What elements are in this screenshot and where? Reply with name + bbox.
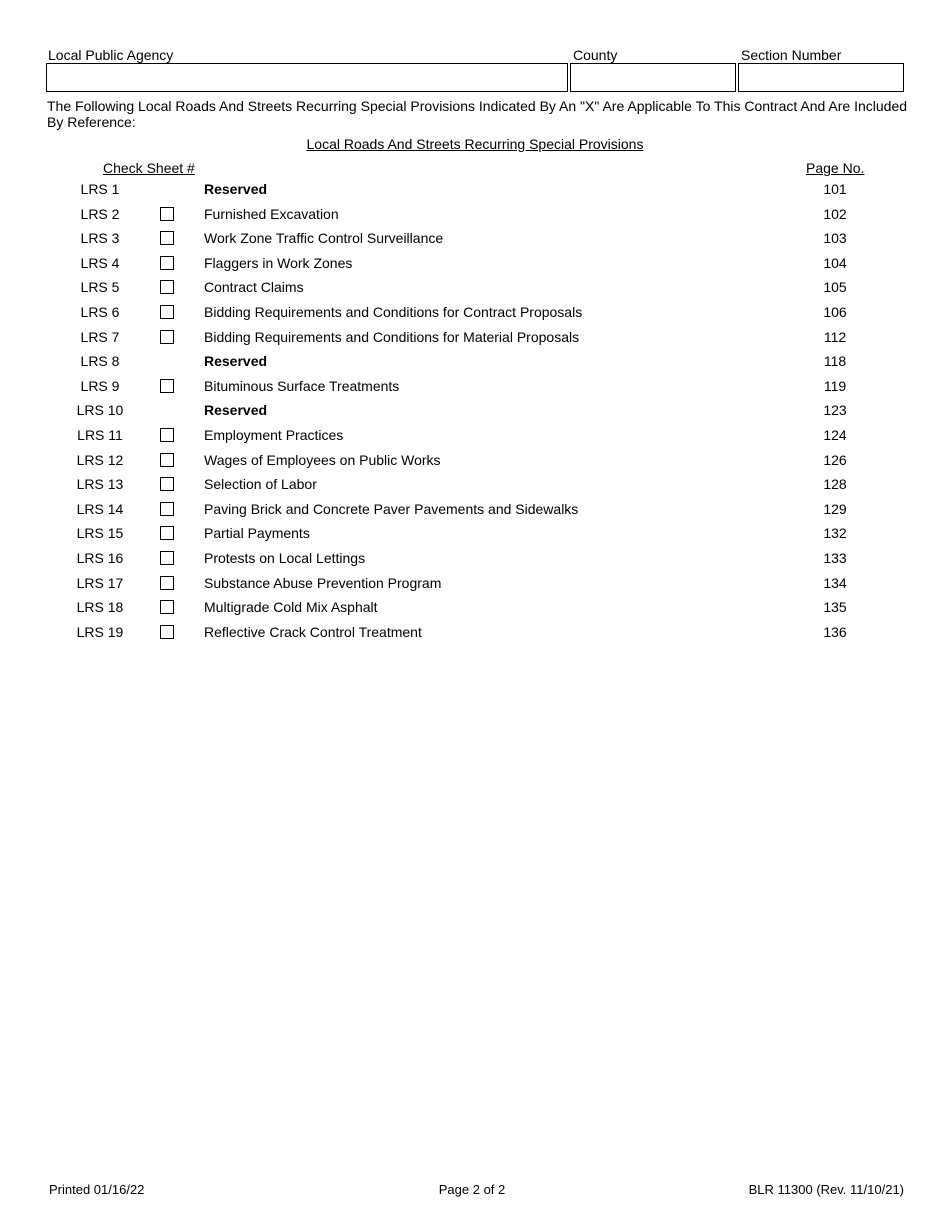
provision-checkbox[interactable] bbox=[160, 256, 174, 270]
section-number-label: Section Number bbox=[741, 47, 842, 63]
provision-title: Multigrade Cold Mix Asphalt bbox=[204, 599, 378, 616]
provision-row bbox=[0, 253, 950, 277]
provision-page-number: 129 bbox=[823, 500, 847, 517]
provision-title: Partial Payments bbox=[204, 525, 310, 542]
provision-code: LRS 13 bbox=[76, 476, 124, 493]
provision-page-number: 132 bbox=[823, 525, 847, 542]
provision-title: Paving Brick and Concrete Paver Pavements and Sidewalks bbox=[204, 500, 579, 517]
provision-checkbox[interactable] bbox=[160, 231, 174, 245]
provision-checkbox[interactable] bbox=[160, 379, 174, 393]
provision-page-number: 135 bbox=[823, 599, 847, 616]
provision-code: LRS 19 bbox=[76, 623, 124, 640]
agency-field[interactable] bbox=[46, 63, 568, 92]
provision-row bbox=[0, 277, 950, 301]
provision-code: LRS 8 bbox=[80, 353, 120, 370]
provision-row bbox=[0, 597, 950, 621]
provision-title: Reserved bbox=[204, 181, 268, 197]
provision-checkbox[interactable] bbox=[160, 576, 174, 590]
provision-checkbox[interactable] bbox=[160, 428, 174, 442]
provision-row bbox=[0, 228, 950, 252]
provision-code: LRS 16 bbox=[76, 550, 124, 566]
provision-row bbox=[0, 425, 950, 449]
provision-page-number: 124 bbox=[823, 427, 847, 443]
provision-row bbox=[0, 302, 950, 326]
provision-row bbox=[0, 376, 950, 400]
provision-checkbox[interactable] bbox=[160, 502, 174, 516]
provision-title: Reserved bbox=[204, 353, 268, 370]
provision-page-number: 102 bbox=[823, 205, 847, 222]
provision-code: LRS 11 bbox=[77, 427, 123, 443]
provision-title: Furnished Excavation bbox=[204, 205, 339, 222]
provision-row bbox=[0, 622, 950, 646]
provision-code: LRS 4 bbox=[80, 254, 120, 271]
provision-code: LRS 15 bbox=[76, 525, 124, 542]
provision-checkbox[interactable] bbox=[160, 330, 174, 344]
provision-title: Bidding Requirements and Conditions for Material Proposals bbox=[204, 328, 580, 345]
check-sheet-header: Check Sheet # bbox=[103, 160, 195, 176]
provision-page-number: 128 bbox=[823, 476, 847, 493]
provision-page-number: 134 bbox=[823, 574, 847, 591]
provision-row bbox=[0, 400, 950, 424]
provision-page-number: 104 bbox=[823, 254, 847, 271]
provision-title: Flaggers in Work Zones bbox=[204, 254, 353, 271]
provision-code: LRS 3 bbox=[80, 230, 120, 247]
provision-page-number: 103 bbox=[823, 230, 847, 247]
provision-page-number: 118 bbox=[823, 353, 847, 370]
provision-title: Bituminous Surface Treatments bbox=[204, 377, 400, 394]
county-label: County bbox=[573, 47, 618, 63]
provision-code: LRS 5 bbox=[80, 279, 120, 296]
provision-checkbox[interactable] bbox=[160, 280, 174, 294]
provision-row bbox=[0, 474, 950, 498]
section-title-text: Local Roads And Streets Recurring Special Provisions bbox=[306, 136, 644, 152]
provision-row bbox=[0, 351, 950, 375]
provision-page-number: 123 bbox=[823, 402, 847, 419]
provision-row bbox=[0, 548, 950, 572]
provision-code: LRS 1 bbox=[80, 181, 120, 197]
provision-row bbox=[0, 327, 950, 351]
provision-title: Employment Practices bbox=[204, 427, 344, 443]
provision-row bbox=[0, 573, 950, 597]
provision-page-number: 126 bbox=[823, 451, 847, 468]
provision-checkbox[interactable] bbox=[160, 551, 174, 565]
section-number-field[interactable] bbox=[738, 63, 904, 92]
provision-page-number: 101 bbox=[823, 181, 847, 197]
section-title bbox=[0, 136, 950, 152]
provision-code: LRS 7 bbox=[80, 328, 120, 345]
provision-checkbox[interactable] bbox=[160, 600, 174, 614]
provision-title: Protests on Local Lettings bbox=[204, 550, 366, 566]
provision-page-number: 133 bbox=[823, 550, 847, 566]
provision-code: LRS 12 bbox=[76, 451, 124, 468]
provision-checkbox[interactable] bbox=[160, 526, 174, 540]
provision-title: Reserved bbox=[204, 402, 268, 419]
provision-checkbox[interactable] bbox=[160, 305, 174, 319]
provision-code: LRS 6 bbox=[80, 304, 120, 320]
provision-row bbox=[0, 523, 950, 547]
provision-checkbox[interactable] bbox=[160, 625, 174, 639]
provision-page-number: 106 bbox=[823, 304, 847, 320]
provision-checkbox[interactable] bbox=[160, 477, 174, 491]
provision-page-number: 105 bbox=[823, 279, 847, 296]
page-indicator-text: Page 2 of 2 bbox=[438, 1182, 506, 1197]
provision-page-number: 112 bbox=[823, 328, 847, 345]
form-number: BLR 11300 (Rev. 11/10/21) bbox=[748, 1182, 904, 1197]
provision-page-number: 119 bbox=[823, 377, 847, 394]
provision-title: Reflective Crack Control Treatment bbox=[204, 623, 422, 640]
county-field[interactable] bbox=[570, 63, 736, 92]
provision-checkbox[interactable] bbox=[160, 207, 174, 221]
provision-title: Selection of Labor bbox=[204, 476, 317, 493]
provision-row bbox=[0, 204, 950, 228]
provision-code: LRS 17 bbox=[76, 574, 124, 591]
provision-row bbox=[0, 499, 950, 523]
provision-title: Substance Abuse Prevention Program bbox=[204, 574, 442, 591]
provision-page-number: 136 bbox=[823, 623, 847, 640]
page-no-header: Page No. bbox=[806, 160, 865, 176]
provision-title: Contract Claims bbox=[204, 279, 304, 296]
provision-code: LRS 2 bbox=[80, 205, 120, 222]
provision-code: LRS 14 bbox=[76, 500, 124, 517]
provision-title: Wages of Employees on Public Works bbox=[204, 451, 441, 468]
agency-label: Local Public Agency bbox=[48, 47, 174, 63]
intro-text: The Following Local Roads And Streets Recurring Special Provisions Indicated By An "X" Are Applicable To This Contract And Are Included By Reference: bbox=[47, 98, 908, 130]
printed-date: Printed 01/16/22 bbox=[49, 1182, 145, 1197]
provision-code: LRS 18 bbox=[76, 599, 124, 616]
provision-code: LRS 9 bbox=[80, 377, 120, 394]
provision-title: Work Zone Traffic Control Surveillance bbox=[204, 230, 444, 247]
provision-checkbox[interactable] bbox=[160, 453, 174, 467]
provision-code: LRS 10 bbox=[76, 402, 124, 419]
provision-row bbox=[0, 450, 950, 474]
provision-row bbox=[0, 179, 950, 203]
provision-title: Bidding Requirements and Conditions for Contract Proposals bbox=[204, 304, 583, 320]
